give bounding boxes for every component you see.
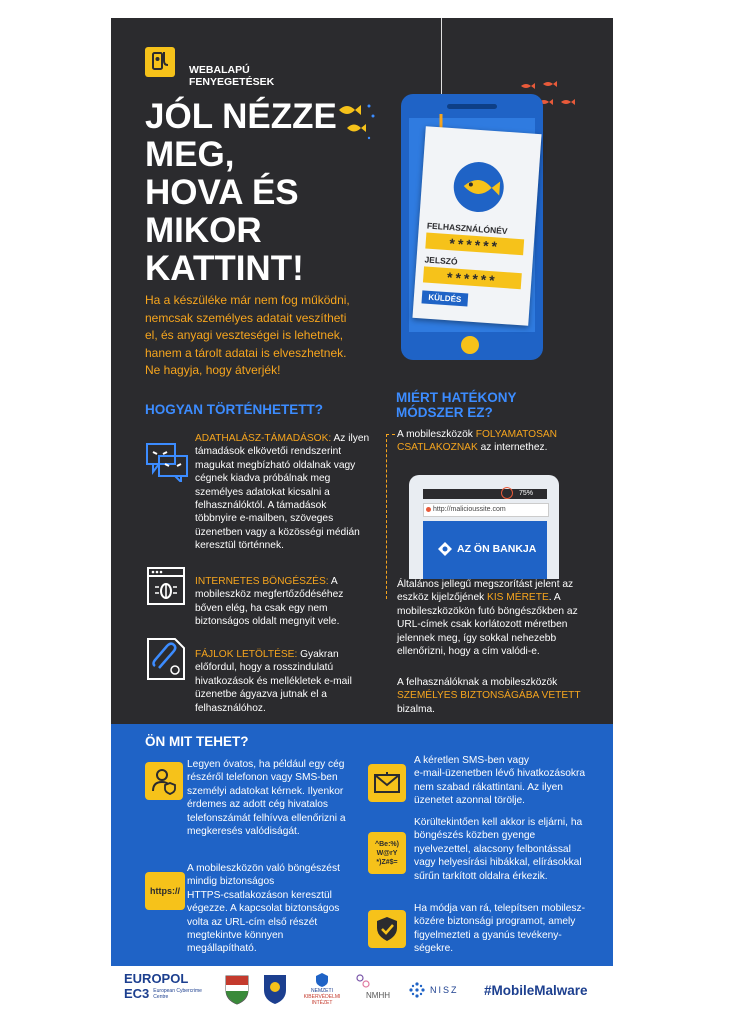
nmhh-logo xyxy=(352,972,398,1008)
battery-indicator: 75% xyxy=(519,490,534,497)
text-line: közére biztonsági programot, amely xyxy=(414,916,576,928)
text-line: nyelvezettel, alacsony felbontással xyxy=(414,843,571,855)
text-line: érdemes az adott cég hivatalos xyxy=(187,799,329,811)
text-line: sűrűn tarkított oldalra érkezik. xyxy=(414,870,548,882)
text-line: Körültekintően kell akkor is eljárni, ha xyxy=(414,817,583,828)
text-line: ségekre. xyxy=(414,943,454,955)
text-line: jelennek meg, így sokkal nehezebb xyxy=(397,632,557,644)
text-line: megtekintve könnyen xyxy=(187,930,284,942)
headline-line: HOVA ÉS xyxy=(145,173,299,212)
category-icon xyxy=(145,47,175,77)
category-line1: WEBALAPÚ xyxy=(189,64,250,76)
downloads-heading: FÁJLOK LETÖLTÉSE: xyxy=(195,649,298,660)
europol-logo xyxy=(124,972,216,1008)
why-title-line: MÓDSZER EZ? xyxy=(396,405,493,420)
text-line: cégnek kiadva próbálnak meg xyxy=(195,473,331,485)
attachment-bug-icon xyxy=(147,638,185,685)
text-line: e-mail-üzenetben lévő hivatkozásokra xyxy=(414,768,586,780)
mobile-browser-illustration xyxy=(409,475,559,579)
police-crest-logo xyxy=(224,972,250,1008)
garbled-text-icon xyxy=(368,832,406,874)
text-line: többnyire e-mailben, szöveges xyxy=(195,513,334,525)
nki-text: NEMZETI xyxy=(311,988,333,994)
category-line2: FENYEGETÉSEK xyxy=(189,76,275,88)
text-line: üzenetben vagy a közösségi médián xyxy=(195,526,360,538)
username-label: FELHASZNÁLÓNÉV xyxy=(426,220,508,237)
nki-text: KIBERVÉDELMI INTÉZET xyxy=(303,994,341,1006)
text-line: hivatkozások és mellékletek e-mail xyxy=(195,675,352,687)
what-right-2 xyxy=(414,816,610,883)
nki-logo xyxy=(296,972,348,1008)
garbled-line: *)Z#$= xyxy=(376,858,398,866)
nisz-logo xyxy=(408,972,472,1008)
text-line: Általános jellegű megszorítást jelent az xyxy=(397,579,574,590)
text-line: A kéretlen SMS-ben vagy xyxy=(414,755,529,766)
text-run: eszköz kijelzőjének xyxy=(397,592,488,604)
what-title: ÖN MIT TEHET? xyxy=(145,734,249,749)
submit-button: KÜLDÉS xyxy=(421,290,468,306)
text-run: az internethez. xyxy=(477,442,548,454)
how-item-2 xyxy=(195,575,375,629)
dashed-connector xyxy=(386,434,395,599)
text-line: megállapítható. xyxy=(187,943,257,955)
intro-line: Ne hagyja, hogy átverjék! xyxy=(145,363,281,377)
highlight-run: SZEMÉLYES BIZTONSÁGÁBA VETETT xyxy=(397,690,581,702)
home-button-icon xyxy=(461,336,479,354)
why-title-line: MIÉRT HATÉKONY xyxy=(396,390,517,405)
text-line: ellenőrizni, hogy a cím valódi-e. xyxy=(397,646,540,658)
text-line: bőven elég, ha csak egy nem xyxy=(195,602,328,614)
why-p2 xyxy=(397,578,607,658)
text-line: figyelmezteti a gyanús tevékeny- xyxy=(414,929,562,941)
text-line: végezze. A kapcsolat biztonságos xyxy=(187,903,340,915)
headline-line: MIKOR xyxy=(145,211,262,250)
ec3-sub: Centre xyxy=(153,993,169,1000)
https-icon-text: https:// xyxy=(150,886,180,896)
why-p1 xyxy=(397,428,602,455)
text-run: Gyakran xyxy=(297,649,339,660)
text-line: megkeresés valódiságát. xyxy=(187,826,300,838)
text-line: támadások elkövetői rendszerint xyxy=(195,446,342,458)
url-bar: http://malicioussite.com xyxy=(433,506,506,513)
government-crest-logo xyxy=(262,972,288,1008)
text-line: felhasználóhoz. xyxy=(195,702,266,714)
text-line: A mobileszközön való böngészést xyxy=(187,863,340,874)
text-line: keresztül történnek. xyxy=(195,540,284,552)
intro-line: nemcsak személyes adatait veszítheti xyxy=(145,310,347,325)
europol-text: EUROPOL xyxy=(124,971,189,986)
text-line: mindig biztonságos xyxy=(187,876,275,888)
password-field: ****** xyxy=(423,266,522,289)
text-run: A xyxy=(328,576,338,587)
nmhh-text: NMHH xyxy=(366,991,390,1000)
text-line: Ha módja van rá, telepítsen mobilesz- xyxy=(414,903,586,914)
text-line: A felhasználóknak a mobileszközök xyxy=(397,677,558,688)
how-item-3 xyxy=(195,648,375,715)
poster xyxy=(111,18,613,966)
phishing-heading: ADATHALÁSZ-TÁMADÁSOK: xyxy=(195,433,332,444)
headline-line: JÓL NÉZZE xyxy=(145,97,337,136)
headline xyxy=(145,98,337,288)
how-title: HOGYAN TÖRTÉNHETETT? xyxy=(145,402,324,417)
text-line: üzenetet azonnal törölje. xyxy=(414,795,526,807)
text-line: üzenetbe ágyazva jutnak el a xyxy=(195,689,327,701)
intro-line: Ha a készüléke már nem fog működni, xyxy=(145,293,350,307)
text-line: HTTPS-csatlakozáson keresztül xyxy=(187,889,332,901)
text-line: nem szabad rákattintani. Az ilyen xyxy=(414,781,563,793)
intro-line: hanem a tárolt adatai is elveszhetnek. xyxy=(145,345,347,360)
text-line: felhasználóktól. A támadások xyxy=(195,500,327,512)
what-panel xyxy=(111,724,613,966)
text-line: Legyen óvatos, ha például egy cég xyxy=(187,759,345,770)
bank-name: AZ ÖN BANKJA xyxy=(457,543,537,555)
fish-logo-icon xyxy=(452,160,505,213)
nisz-text: NISZ xyxy=(430,985,459,995)
https-icon xyxy=(145,872,185,910)
bank-logo-icon xyxy=(437,541,453,562)
headline-line: MEG, xyxy=(145,135,235,174)
ec3-text: EC3 xyxy=(124,986,150,1001)
hashtag: #MobileMalware xyxy=(484,983,588,998)
garbled-line: ^Be:%) xyxy=(375,840,399,848)
text-line: bizalma. xyxy=(397,703,435,715)
text-line: vagy helyesírási hibákkal, elírásokkal xyxy=(414,857,582,869)
text-line: személyes adatokat kicsalni a xyxy=(195,486,330,498)
password-label: JELSZÓ xyxy=(424,254,458,267)
warning-icon xyxy=(501,487,513,499)
text-run: Az ilyen xyxy=(331,433,370,444)
shield-check-icon xyxy=(368,910,406,948)
what-right-1 xyxy=(414,754,610,808)
why-title xyxy=(396,390,517,420)
text-line: előfordul, hogy a rosszindulatú xyxy=(195,662,334,674)
text-line: mobileszköz megfertőződéséhez xyxy=(195,589,344,601)
highlight-run: CSATLAKOZNAK xyxy=(397,442,478,454)
headline-line: KATTINT! xyxy=(145,249,304,288)
user-shield-icon xyxy=(145,762,183,800)
what-right-3 xyxy=(414,902,610,956)
what-left-1 xyxy=(187,758,365,838)
chat-faces-icon xyxy=(145,442,189,487)
login-card xyxy=(412,126,541,326)
text-line: mobileszközökön futó böngészőkben az xyxy=(397,605,578,617)
text-run: A mobileszközök xyxy=(397,429,476,440)
text-run: . A xyxy=(548,592,561,604)
how-item-1 xyxy=(195,432,375,553)
browsing-heading: INTERNETES BÖNGÉSZÉS: xyxy=(195,576,329,587)
garbled-line: W@rY xyxy=(376,849,398,857)
text-line: személyi adatokat kérnek. Ilyenkor xyxy=(187,785,344,797)
why-p3 xyxy=(397,676,607,716)
highlight-run: FOLYAMATOSAN xyxy=(475,429,558,440)
url-dot-icon xyxy=(426,507,431,512)
ec3-sub: European Cybercrime xyxy=(153,987,202,994)
envelope-warning-icon xyxy=(368,764,406,802)
what-left-2 xyxy=(187,862,365,956)
intro-line: el, és anyagi veszteségei is lehetnek, xyxy=(145,328,344,342)
username-field: ****** xyxy=(425,232,524,255)
text-line: biztonságos oldalt megnyit vele. xyxy=(195,616,340,628)
text-line: telefonszámát felhívva ellenőrizni a xyxy=(187,812,346,824)
text-line: volta az URL-cím első részét xyxy=(187,916,318,928)
text-line: böngészés közben gyenge xyxy=(414,830,536,842)
text-line: URL-címek csak korlátozott méretben xyxy=(397,619,568,631)
text-line: részéről telefonon vagy SMS-ben xyxy=(187,772,338,784)
browser-bug-icon xyxy=(147,567,185,610)
text-line: magukat megbízható oldalnak vagy xyxy=(195,459,356,471)
intro-text xyxy=(145,292,350,380)
highlight-run: KIS MÉRETE xyxy=(487,592,549,604)
fish-decoration-icon xyxy=(329,98,379,148)
